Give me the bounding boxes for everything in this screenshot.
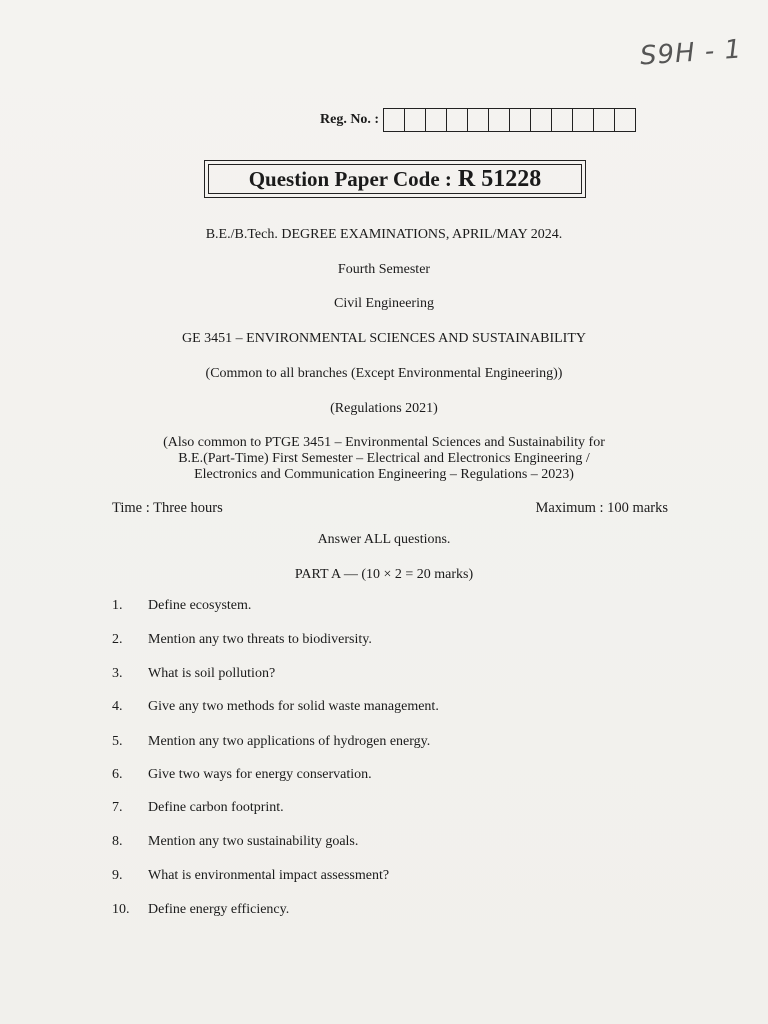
question-paper-code: R 51228 — [457, 165, 542, 192]
question-number: 1. — [112, 598, 123, 613]
question-number: 6. — [112, 767, 123, 782]
question-item — [112, 800, 284, 816]
question-paper-code-box — [204, 160, 586, 198]
reg-no-boxes — [383, 108, 636, 132]
question-item — [112, 902, 289, 918]
question-text: Give two ways for energy conservation. — [148, 767, 372, 782]
also-common-line-3: Electronics and Communication Engineering – Regulations – 2023) — [194, 467, 574, 482]
reg-no-box — [384, 109, 405, 131]
question-text: Define energy efficiency. — [148, 902, 290, 917]
reg-no-box — [531, 109, 552, 131]
question-paper-code-label: Question Paper Code : — [248, 166, 452, 191]
reg-no-box — [510, 109, 531, 131]
reg-no-field — [320, 108, 636, 132]
question-text: Define ecosystem. — [148, 598, 252, 613]
reg-no-label: Reg. No. : — [320, 112, 380, 127]
question-text: What is soil pollution? — [148, 666, 276, 681]
time-marks-row — [112, 500, 668, 517]
question-number: 4. — [112, 699, 123, 714]
reg-no-box — [405, 109, 426, 131]
question-number: 3. — [112, 666, 123, 681]
question-text: Give any two methods for solid waste management. — [148, 699, 439, 714]
question-number: 9. — [112, 868, 123, 883]
reg-no-box — [468, 109, 489, 131]
part-a-title: PART A — (10 × 2 = 20 marks) — [294, 567, 474, 582]
reg-no-box — [426, 109, 447, 131]
question-item — [112, 632, 372, 648]
regulations: (Regulations 2021) — [330, 401, 438, 416]
question-item — [112, 734, 430, 750]
reg-no-box — [552, 109, 573, 131]
question-number: 10. — [112, 902, 130, 917]
also-common-line-2: B.E.(Part-Time) First Semester – Electrical and Electronics Engineering / — [178, 451, 590, 466]
question-text: Mention any two sustainability goals. — [148, 834, 359, 849]
question-item — [112, 598, 251, 614]
common-note: (Common to all branches (Except Environmental Engineering)) — [205, 366, 563, 381]
question-text: What is environmental impact assessment? — [148, 868, 390, 883]
question-text: Define carbon footprint. — [148, 800, 284, 815]
question-item — [112, 699, 439, 715]
course-title: GE 3451 – ENVIRONMENTAL SCIENCES AND SUSTAINABILITY — [181, 331, 586, 346]
question-text: Mention any two threats to biodiversity. — [148, 632, 372, 647]
question-item — [112, 666, 275, 682]
reg-no-box — [594, 109, 615, 131]
question-number: 8. — [112, 834, 123, 849]
instruction: Answer ALL questions. — [317, 532, 451, 547]
question-text: Mention any two applications of hydrogen energy. — [148, 734, 431, 749]
branch: Civil Engineering — [334, 296, 434, 311]
semester: Fourth Semester — [337, 262, 431, 277]
exam-title: B.E./B.Tech. DEGREE EXAMINATIONS, APRIL/MAY 2024. — [205, 227, 563, 242]
reg-no-box — [573, 109, 594, 131]
max-marks-label: Maximum : 100 marks — [535, 500, 668, 516]
question-number: 5. — [112, 734, 123, 749]
question-number: 7. — [112, 800, 123, 815]
question-item — [112, 868, 389, 884]
time-label: Time : Three hours — [112, 500, 223, 516]
also-common-line-1: (Also common to PTGE 3451 – Environmental Sciences and Sustainability for — [163, 435, 605, 450]
question-item — [112, 834, 358, 850]
reg-no-box — [489, 109, 510, 131]
reg-no-box — [615, 109, 635, 131]
handwritten-note: S9H - 1 — [639, 34, 743, 72]
reg-no-box — [447, 109, 468, 131]
question-item — [112, 767, 372, 783]
question-number: 2. — [112, 632, 123, 647]
